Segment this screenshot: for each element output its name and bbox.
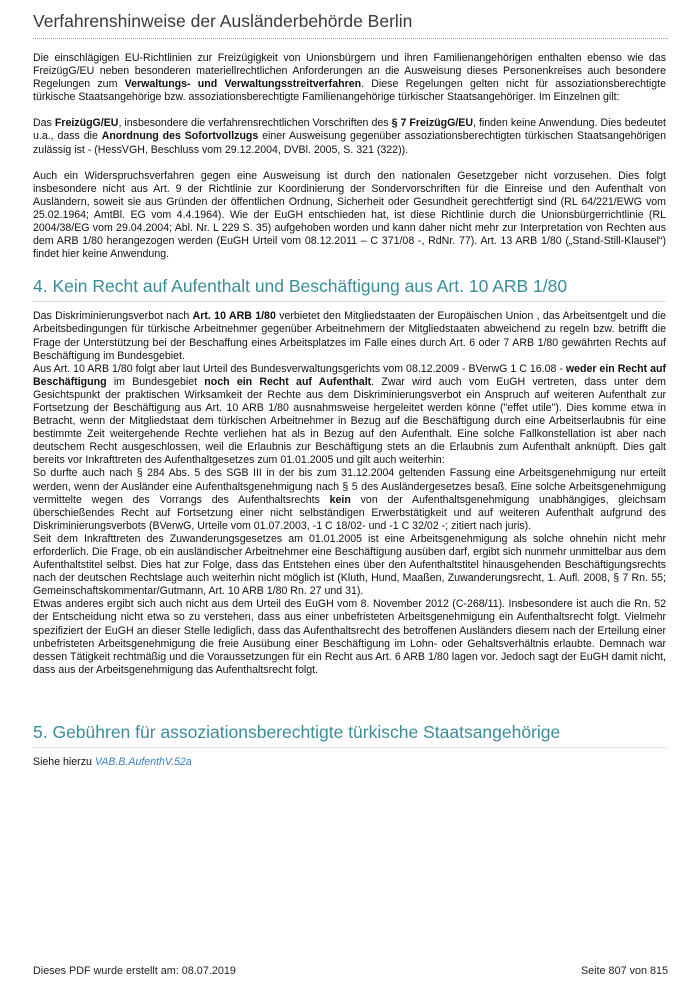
paragraph-widerspruch: Auch ein Widerspruchsverfahren gegen eine Ausweisung ist durch den nationalen Gesetzgeber nicht vorzusehen. Dies folgt insbesondere nicht aus Art. 9 der Richtlinie zur Koordinierung der Sondervorschriften für die Einreise und den Aufenthalt von Ausländern, soweit sie aus Gründen der öffentlichen Ordnung, Sicherheit oder Gesundheit gerechtfertigt sind (RL 64/221/EWG vom 25.02.1964; AmtBl. EG vom 4.4.1964). Wie der EuGH entschieden hat, ist diese Richtlinie durch die Unionsbürgerrichtlinie (RL 2004/38/EG vom 29.04.2004; Abl. Nr. L 229 S. 35) aufgehoben worden und kann daher nicht mehr zur Interpretation von Rechten aus dem ARB 1/80 herangezogen werden (EuGH Urteil vom 08.12.2011 – C 371/08 -, RdNr. 77). Art. 13 ARB 1/80 („Stand-Still-Klausel“) findet hier keine Anwendung. [33,169,666,261]
bold-text: FreizügG/EU [54,117,119,130]
section-5-paragraph [33,756,666,769]
footer-created-date: Dieses PDF wurde erstellt am: 08.07.2019 [33,965,236,977]
section-4-heading: 4. Kein Recht auf Aufenthalt und Beschäftigung aus Art. 10 ARB 1/80 [33,275,666,302]
text-segment: verbietet den Mitgliedstaaten der Europäischen Union , das Arbeitsentgelt und die Arbeitsbedingungen für türkische Arbeitnehmer gegenüber Arbeitnehmern der Mitgliedstaaten abweichend zu regeln bzw. betrifft die Frage der Unterstützung bei der Beschaffung eines Arbeitsplatzes im Falle eines durch Art. 6 oder 7 ARB 1/80 gewährten Rechts auf Beschäftigung im Bundesgebiet. [33,310,666,362]
footer-page-number: Seite 807 von 815 [580,965,668,977]
paragraph-intro [33,52,666,104]
text-segment: Aus Art. 10 ARB 1/80 folgt aber laut Urteil des Bundesverwaltungsgerichts vom 08.12.2009 - BVerwG 1 C 16.08 - [33,362,566,375]
text-segment: Das [33,117,55,130]
bold-text: Verwaltungs- und Verwaltungsstreitverfahren [124,78,362,91]
section-4-paragraph-1 [33,310,666,362]
bold-text: Art. 10 ARB 1/80 [192,310,276,323]
section-4-paragraph-3 [33,467,666,532]
bold-text: § 7 FreizügG/EU [391,117,473,130]
section-4-paragraph-5: Etwas anderes ergibt sich auch nicht aus dem Urteil des EuGH vom 8. November 2012 (C-268/11). Insbesondere ist auch die Rn. 52 der Entscheidung nicht etwa so zu verstehen, dass aus einer unbefristeten Arbeitsgenehmigung ein Aufenthaltsrecht folgt. Vielmehr spezifiziert der EuGH an dieser Stelle lediglich, dass das Aufenthaltsrecht des betroffenen Ausländers diesem nach der Erteilung einer unbefristeten Arbeitsgenehmigung die freie Ausübung einer Beschäftigung im Lohn- oder Gehaltsverhältnis erlaubte. Demnach war dessen Tätigkeit rechtmäßig und die Voraussetzungen für ein Recht aus Art. 6 ARB 1/80 lagen vor. Jedoch sagt der EuGH damit nicht, dass aus der Arbeitsgenehmigung das Aufenthaltsrecht folgt. [33,598,666,676]
text-segment: von der Aufenthaltsgenehmigung unabhängiges, gleichsam überschießendes Recht auf Fortsetzung einer nicht selbständigen Erwerbstätigkeit und auf weiteren Aufenthalt aufgrund des Diskriminierungsverbots (BVerwG, Urteile vom 01.07.2003, -1 C 18/02- und -1 C 32/02 -; zitiert nach juris). [33,493,666,532]
text-segment: einer Ausweisung gegenüber assoziationsberechtigten türkischen Staatsangehörigen zulässig ist - (HessVGH, Beschluss vom 29.12.2004, DVBl. 2005, S. 321 (322)). [33,130,666,156]
bold-text: weder ein Recht auf Beschäftigung [33,362,666,388]
page-header-title: Verfahrenshinweise der Ausländerbehörde Berlin [33,10,668,39]
text-segment: So durfte auch nach § 284 Abs. 5 des SGB III in der bis zum 31.12.2004 geltenden Fassung eine Arbeitsgenehmigung nur erteilt werden, wenn der Ausländer eine Aufenthaltsgenehmigung nach § 5 des Ausländergesetzes besaß. Eine solche Arbeitsgenehmigung vermittelte wegen des Vorrangs des Aufenthaltsrechts [33,467,666,506]
vab-reference-link[interactable]: VAB.B.AufenthV.52a [94,755,192,768]
text-segment: Die einschlägigen EU-Richtlinien zur Freizügigkeit von Unionsbürgern und ihren Familienangehörigen enthalten ebenso wie das FreizügG/EU neben besonderen materiellrechtlichen Anforderungen an die Ausweisung dieses Personenkreises auch besondere Regelungen zum [33,52,666,91]
text-segment: Das Diskriminierungsverbot nach [33,310,193,323]
paragraph-freizuegg [33,117,666,156]
text-segment: . Zwar wird auch vom EuGH vertreten, dass unter dem Gesichtspunkt der praktischen Wirksamkeit der Rechte aus dem Diskriminierungsverbot ein Anspruch auf weiteren Aufenthalt zur Fortsetzung der Beschäftigung aus Art. 10 ARB 1/80 ausnahmsweise hergeleitet werden könne ("effet utile"). Dies komme etwa in Betracht, wenn der Mitgliedstaat dem türkischen Arbeitnehmer in Bezug auf die Beschäftigung durch eine Arbeitserlaubnis für eine bestimmte Zeit weitergehende Rechte verliehen hat als in Bezug auf den Aufenthalt. Eine solche Fallkonstellation ist aber nach deutschem Recht ausgeschlossen, weil die Erlaubnis zur Beschäftigung stets an die Erlaubnis zum Aufenthalt anknüpft. Dies galt bereits vor Inkrafttreten des Aufenthaltgesetzes zum 01.01.2005 und gilt auch weiterhin: [33,375,666,467]
text-segment: , insbesondere die verfahrensrechtlichen Vorschriften des [118,117,392,130]
section-5-heading: 5. Gebühren für assoziationsberechtigte türkische Staatsangehörige [33,721,666,748]
text-segment: . Diese Regelungen gelten nicht für assoziationsberechtigte türkische Staatsangehörige bzw. assoziationsberechtigte Familienangehörige türkischer Staatsangehöriger. Im Einzelnen gilt: [33,78,666,104]
text-segment: im Bundesgebiet [106,375,205,388]
section-4-paragraph-2 [33,363,666,468]
text-segment: Siehe hierzu [33,755,95,768]
document-body [33,52,666,769]
page-footer [33,965,668,977]
text-segment: , finden keine Anwendung. Dies bedeutet u.a., dass die [33,117,666,143]
section-4-paragraph-4: Seit dem Inkrafttreten des Zuwanderungsgesetzes am 01.01.2005 ist eine Arbeitsgenehmigung als solche ohnehin nicht mehr erforderlich. Die Frage, ob ein ausländischer Arbeitnehmer eine Beschäftigung ausüben darf, ergibt sich nunmehr unmittelbar aus dem Aufenthaltstitel selbst. Dies hat zur Folge, dass das Entstehen eines über den Aufenthaltstitel hinausgehenden Beschäftigungsrechts nach der deutschen Rechtslage auch weiterhin nicht möglich ist (Kluth, Hund, Maaßen, Zuwanderungsrecht, 1. Aufl. 2008, § 7 Rn. 55; Gemeinschaftskommentar/Gutmann, Art. 10 ARB 1/80 Rn. 27 und 31). [33,532,666,598]
bold-text: Anordnung des Sofortvollzugs [101,130,259,143]
bold-text: kein [329,493,351,506]
bold-text: noch ein Recht auf Aufenthalt [204,375,372,388]
